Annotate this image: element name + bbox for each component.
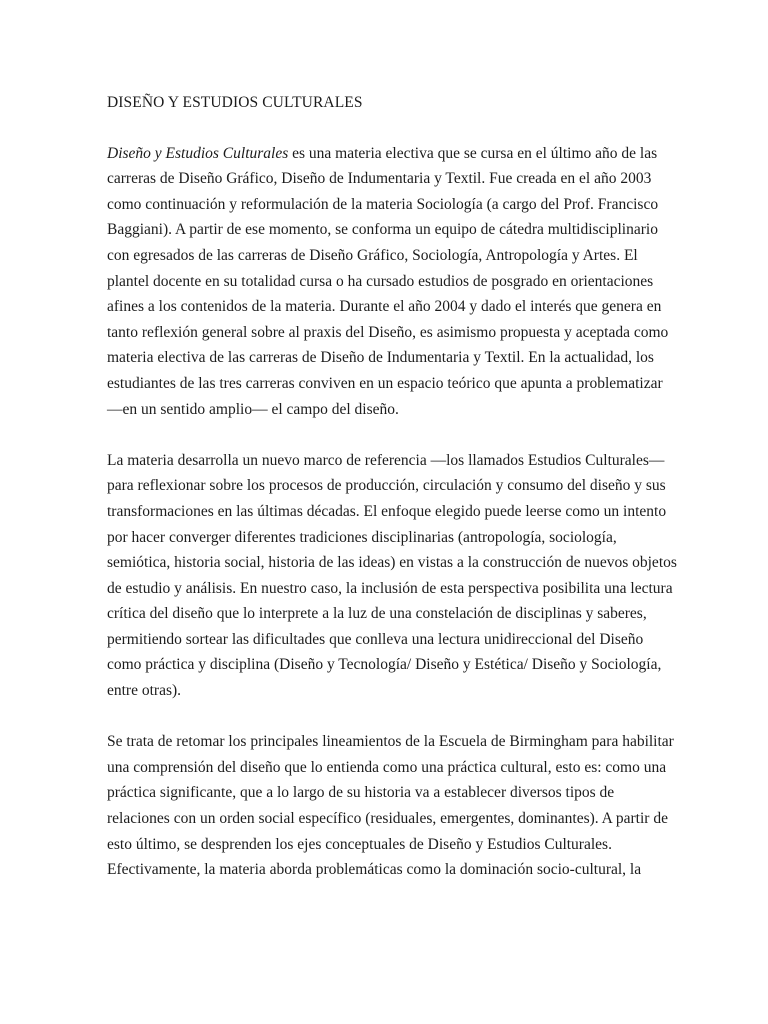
paragraph-line: permitiendo sortear las dificultades que conlleva una lectura unidireccional del Diseño: [107, 630, 644, 648]
paragraph-line: de estudio y análisis. En nuestro caso, la inclusión de esta perspectiva posibilita una lectura: [107, 579, 673, 597]
paragraph-line: para reflexionar sobre los procesos de producción, circulación y consumo del diseño y sus: [107, 477, 666, 495]
paragraph-line: Efectivamente, la materia aborda problemáticas como la dominación socio-cultural, la: [107, 861, 642, 879]
paragraph-line: transformaciones en las últimas décadas. El enfoque elegido puede leerse como un intento: [107, 502, 667, 520]
paragraph-line: estudiantes de las tres carreras conviven en un espacio teórico que apunta a problematizar: [107, 374, 663, 392]
paragraph-line: semiótica, historia social, historia de las ideas) en vistas a la construcción de nuevos objetos: [107, 554, 677, 572]
paragraph-line: crítica del diseño que lo interprete a la luz de una constelación de disciplinas y saberes,: [107, 605, 647, 623]
paragraph-birmingham: [107, 729, 674, 883]
paragraph-line: práctica significante, que a lo largo de su historia va a establecer diversos tipos de: [107, 784, 615, 802]
paragraph-framework: [107, 448, 677, 704]
paragraph-line: Baggiani). A partir de ese momento, se conforma un equipo de cátedra multidisciplinario: [107, 221, 658, 239]
line-text: es una materia electiva que se cursa en el último año de las: [288, 144, 658, 162]
paragraph-line: carreras de Diseño Gráfico, Diseño de Indumentaria y Textil. Fue creada en el año 2003: [107, 170, 652, 188]
paragraph-line: por hacer converger diferentes tradiciones disciplinarias (antropología, sociología,: [107, 528, 617, 546]
paragraph-line: como práctica y disciplina (Diseño y Tecnología/ Diseño y Estética/ Diseño y Sociología,: [107, 656, 662, 674]
paragraph-line: plantel docente en su totalidad cursa o ha cursado estudios de posgrado en orientaciones: [107, 272, 654, 290]
paragraph-intro: [107, 141, 669, 423]
paragraph-line: [107, 141, 664, 167]
paragraph-line: relaciones con un orden social específico (residuales, emergentes, dominantes). A partir de: [107, 810, 668, 828]
paragraph-line: La materia desarrolla un nuevo marco de referencia —los llamados Estudios Culturales—: [107, 451, 665, 469]
paragraph-line: como continuación y reformulación de la materia Sociología (a cargo del Prof. Francisco: [107, 195, 659, 213]
paragraph-line: tanto reflexión general sobre al praxis del Diseño, es asimismo propuesta y aceptada como: [107, 323, 669, 341]
paragraph-line: materia electiva de las carreras de Diseño de Indumentaria y Textil. En la actualidad, los: [107, 349, 654, 367]
paragraph-line: con egresados de las carreras de Diseño Gráfico, Sociología, Antropología y Artes. El: [107, 246, 638, 264]
paragraph-line: una comprensión del diseño que lo entienda como una práctica cultural, esto es: como una: [107, 758, 667, 776]
paragraph-line: Se trata de retomar los principales lineamientos de la Escuela de Birmingham para habilitar: [107, 733, 674, 751]
paragraph-line: esto último, se desprenden los ejes conceptuales de Diseño y Estudios Culturales.: [107, 835, 612, 853]
paragraph-line: afines a los contenidos de la materia. Durante el año 2004 y dado el interés que genera en: [107, 298, 662, 316]
page-title: DISEÑO Y ESTUDIOS CULTURALES: [107, 94, 363, 111]
paragraph-line: entre otras).: [107, 682, 182, 700]
paragraph-line: —en un sentido amplio— el campo del diseño.: [107, 400, 399, 418]
italic-course-name: Diseño y Estudios Culturales: [107, 144, 289, 162]
